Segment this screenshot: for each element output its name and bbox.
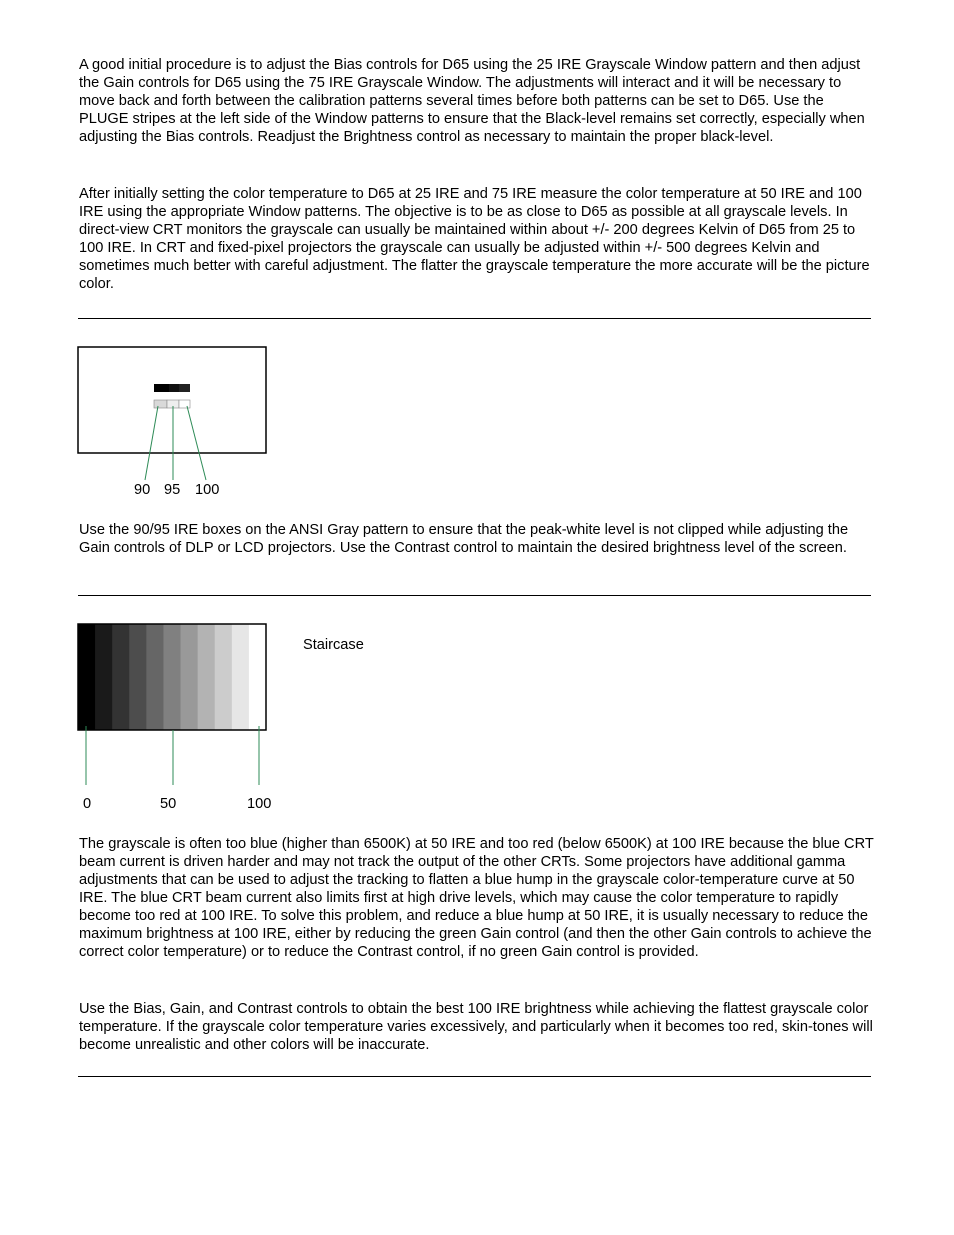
- staircase-step: [112, 624, 130, 730]
- staircase-title: Staircase: [303, 637, 364, 653]
- staircase-label-50: 50: [160, 796, 177, 812]
- staircase-step: [163, 624, 181, 730]
- staircase-step: [95, 624, 113, 730]
- ansi-label-95: 95: [164, 482, 181, 498]
- paragraph-flattest-grayscale: Use the Bias, Gain, and Contrast controls to obtain the best 100 IRE brightness while achieving the flattest grayscale color temperature. If the grayscale color temperature varies excessively, and particularly when it becomes too red, skin-tones will become unrealistic and other colors will be inaccurate.: [79, 1001, 873, 1053]
- paragraph-peak-white: Use the 90/95 IRE boxes on the ANSI Gray pattern to ensure that the peak-white level is not clipped while adjusting the Gain controls of DLP or LCD projectors. Use the Contrast control to maintain the desired brightness level of the screen.: [79, 522, 849, 556]
- staircase-step: [181, 624, 199, 730]
- paragraph-bias-gain-procedure: A good initial procedure is to adjust the Bias controls for D65 using the 25 IRE Grayscale Window pattern and then adjust the Gain controls for D65 using the 75 IRE Grayscale Window. The adjustments will interact and it will be necessary to move back and forth between the calibration patterns several times before both patterns can be set to D65. Use the PLUGE stripes at the left side of the Window patterns to ensure that the Black-level remains set correctly, especially when adjusting the Bias controls. Readjust the Brightness control as necessary to maintain the proper black-level.: [79, 57, 865, 145]
- staircase-step: [78, 624, 96, 730]
- ansi-label-90: 90: [134, 482, 151, 498]
- paragraph-blue-hump: The grayscale is often too blue (higher than 6500K) at 50 IRE and too red (below 6500K) at 100 IRE because the blue CRT beam current is driven harder and may not track the output of the other CRTs. Some projectors have additional gamma adjustments that can be used to adjust the tracking to flatten a blue hump in the grayscale color-temperature curve at 50 IRE. The blue CRT beam current also limits first at high drive levels, which may cause the color temperature to rapidly become too red at 100 IRE. To solve this problem, and reduce a blue hump at 50 IRE, it is usually necessary to reduce the maximum brightness at 100 IRE, either by reducing the green Gain control (and then the other Gain controls to achieve the correct color temperature) or to reduce the Contrast control, if no green Gain control is provided.: [79, 836, 874, 960]
- ansi-label-100: 100: [195, 482, 220, 498]
- staircase-step: [129, 624, 147, 730]
- paragraph-color-temperature-check: After initially setting the color temperature to D65 at 25 IRE and 75 IRE measure the color temperature at 50 IRE and 100 IRE using the appropriate Window patterns. The objective is to be as close to D65 as possible at all grayscale levels. In direct-view CRT monitors the grayscale can usually be maintained within about +/- 200 degrees Kelvin of D65 from 25 to 100 IRE. In CRT and fixed-pixel projectors the grayscale can usually be adjusted within +/- 500 degrees Kelvin and sometimes much better with careful adjustment. The flatter the grayscale temperature the more accurate will be the picture color.: [79, 186, 870, 292]
- staircase-step: [232, 624, 250, 730]
- staircase-label-100: 100: [247, 796, 272, 812]
- staircase-step: [198, 624, 216, 730]
- section-divider: [78, 1076, 871, 1077]
- staircase-step: [215, 624, 233, 730]
- staircase-label-0: 0: [83, 796, 92, 812]
- staircase-step: [249, 624, 267, 730]
- staircase-step: [146, 624, 164, 730]
